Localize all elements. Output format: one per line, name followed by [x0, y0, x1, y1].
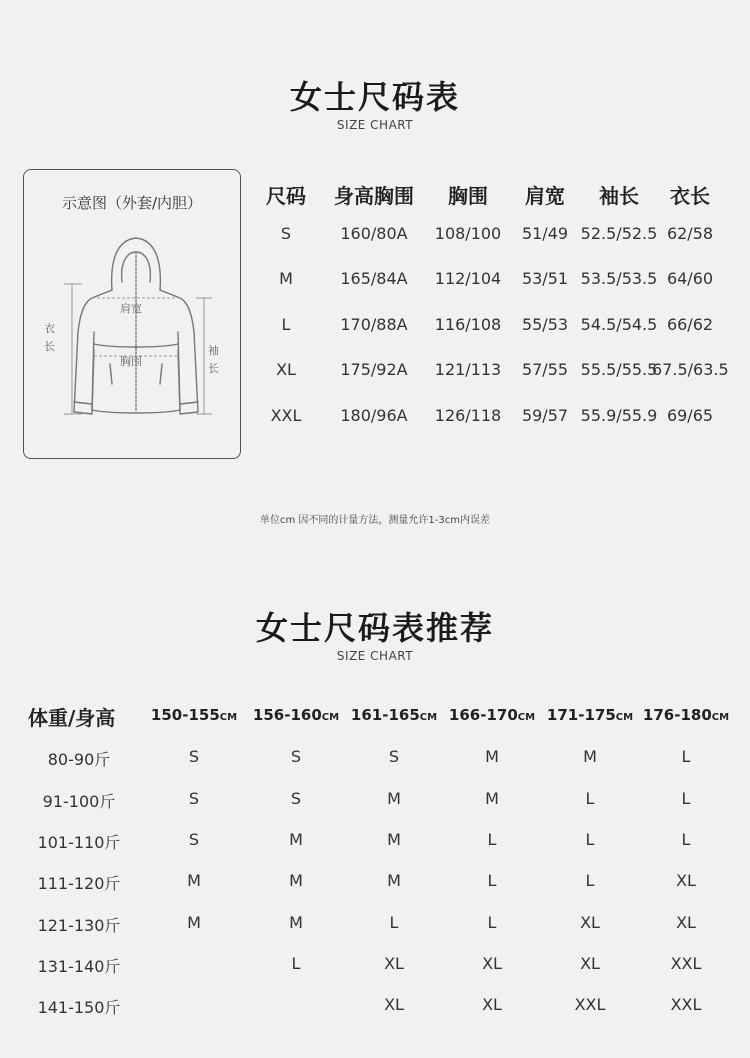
cell-length: 66/62: [666, 315, 714, 334]
col-header-shoulder: 肩宽: [525, 184, 565, 208]
cell-shoulder: 59/57: [521, 406, 569, 425]
size-cell: S: [188, 830, 200, 849]
cell-size: XL: [276, 360, 296, 379]
size-cell: S: [290, 747, 302, 766]
cell-size: L: [281, 315, 291, 334]
cell-shoulder: 53/51: [521, 269, 569, 288]
cell-height-chest: 160/80A: [340, 224, 408, 243]
table-row: [0, 913, 750, 933]
weight-range-label: 80-90斤: [47, 750, 111, 769]
table-row: [0, 871, 750, 891]
col-header-size: 尺码: [266, 184, 306, 208]
sleeve-label: 袖长: [208, 344, 219, 375]
size-cell: L: [487, 830, 497, 849]
weight-range-label: 131-140斤: [37, 957, 121, 976]
size-cell: S: [188, 789, 200, 808]
recommendation-title: 女士尺码表推荐: [255, 609, 494, 647]
size-cell: XL: [676, 913, 696, 932]
size-cell: M: [187, 913, 201, 932]
size-cell: L: [681, 747, 691, 766]
size-cell: M: [187, 871, 201, 890]
cell-size: XXL: [270, 406, 302, 425]
length-label: 衣长: [44, 322, 55, 353]
size-chart-subtitle: SIZE CHART: [336, 118, 414, 132]
size-cell: XXL: [574, 995, 606, 1014]
size-cell: XXL: [670, 995, 702, 1014]
height-range-header: 176-180CM: [642, 706, 730, 724]
col-header-height-chest: 身高胸围: [334, 184, 414, 208]
size-cell: M: [289, 830, 303, 849]
col-header-sleeve: 袖长: [599, 184, 639, 208]
table-row: [0, 954, 750, 974]
cell-height-chest: 175/92A: [340, 360, 408, 379]
cell-chest: 116/108: [434, 315, 502, 334]
size-cell: L: [291, 954, 301, 973]
size-cell: XXL: [670, 954, 702, 973]
size-cell: M: [485, 789, 499, 808]
cell-sleeve: 55.5/55.5: [580, 360, 658, 379]
size-cell: XL: [580, 954, 600, 973]
size-cell: L: [487, 871, 497, 890]
col-header-chest: 胸围: [448, 184, 488, 208]
cell-chest: 112/104: [434, 269, 502, 288]
recommendation-subtitle: SIZE CHART: [336, 649, 414, 663]
table-row: [0, 789, 750, 809]
cell-sleeve: 53.5/53.5: [580, 269, 658, 288]
size-cell: XL: [580, 913, 600, 932]
cell-size: S: [280, 224, 292, 243]
weight-range-label: 141-150斤: [37, 998, 121, 1017]
size-cell: M: [583, 747, 597, 766]
col-header-length: 衣长: [670, 184, 710, 208]
size-cell: S: [290, 789, 302, 808]
height-range-header: 166-170CM: [448, 706, 536, 724]
size-cell: L: [681, 789, 691, 808]
size-cell: S: [188, 747, 200, 766]
size-cell: L: [585, 789, 595, 808]
cell-length: 62/58: [666, 224, 714, 243]
table-row: [0, 995, 750, 1015]
cell-chest: 126/118: [434, 406, 502, 425]
size-cell: L: [487, 913, 497, 932]
size-cell: XL: [384, 995, 404, 1014]
size-cell: XL: [482, 995, 502, 1014]
table-row: [0, 830, 750, 850]
cell-shoulder: 51/49: [521, 224, 569, 243]
cell-sleeve: 55.9/55.9: [580, 406, 658, 425]
chest-label: 胸围: [120, 355, 142, 368]
shoulder-label: 肩宽: [120, 302, 142, 315]
size-cell: XL: [482, 954, 502, 973]
height-range-header: 171-175CM: [546, 706, 634, 724]
table-row: [0, 406, 750, 426]
weight-range-label: 91-100斤: [42, 792, 116, 811]
size-chart-title: 女士尺码表: [289, 78, 460, 116]
cell-shoulder: 57/55: [521, 360, 569, 379]
size-cell: L: [585, 830, 595, 849]
size-cell: XL: [384, 954, 404, 973]
table-row: [0, 360, 750, 380]
height-range-header: 150-155CM: [150, 706, 238, 724]
cell-length: 67.5/63.5: [652, 360, 729, 379]
size-cell: M: [289, 913, 303, 932]
size-cell: L: [389, 913, 399, 932]
cell-chest: 108/100: [434, 224, 502, 243]
table-row: [0, 224, 750, 244]
cell-chest: 121/113: [434, 360, 502, 379]
cell-length: 69/65: [666, 406, 714, 425]
size-cell: L: [585, 871, 595, 890]
size-cell: M: [387, 871, 401, 890]
size-cell: S: [388, 747, 400, 766]
cell-length: 64/60: [666, 269, 714, 288]
cell-height-chest: 180/96A: [340, 406, 408, 425]
size-cell: M: [289, 871, 303, 890]
weight-height-corner-label: 体重/身高: [28, 706, 116, 730]
height-range-header: 161-165CM: [350, 706, 438, 724]
size-cell: XL: [676, 871, 696, 890]
size-cell: M: [387, 830, 401, 849]
height-range-header: 156-160CM: [252, 706, 340, 724]
table-row: [0, 747, 750, 767]
table-row: [0, 315, 750, 335]
cell-sleeve: 54.5/54.5: [580, 315, 658, 334]
diagram-caption: 示意图（外套/内胆）: [61, 194, 203, 212]
cell-sleeve: 52.5/52.5: [580, 224, 658, 243]
cell-size: M: [279, 269, 293, 288]
table-row: [0, 269, 750, 289]
size-cell: L: [681, 830, 691, 849]
weight-range-label: 111-120斤: [37, 874, 121, 893]
cell-height-chest: 165/84A: [340, 269, 408, 288]
weight-range-label: 121-130斤: [37, 916, 121, 935]
measurement-note: 单位cm 因不同的计量方法，测量允许1-3cm内误差: [260, 515, 490, 526]
weight-range-label: 101-110斤: [37, 833, 121, 852]
size-cell: M: [485, 747, 499, 766]
cell-shoulder: 55/53: [521, 315, 569, 334]
cell-height-chest: 170/88A: [340, 315, 408, 334]
size-cell: M: [387, 789, 401, 808]
